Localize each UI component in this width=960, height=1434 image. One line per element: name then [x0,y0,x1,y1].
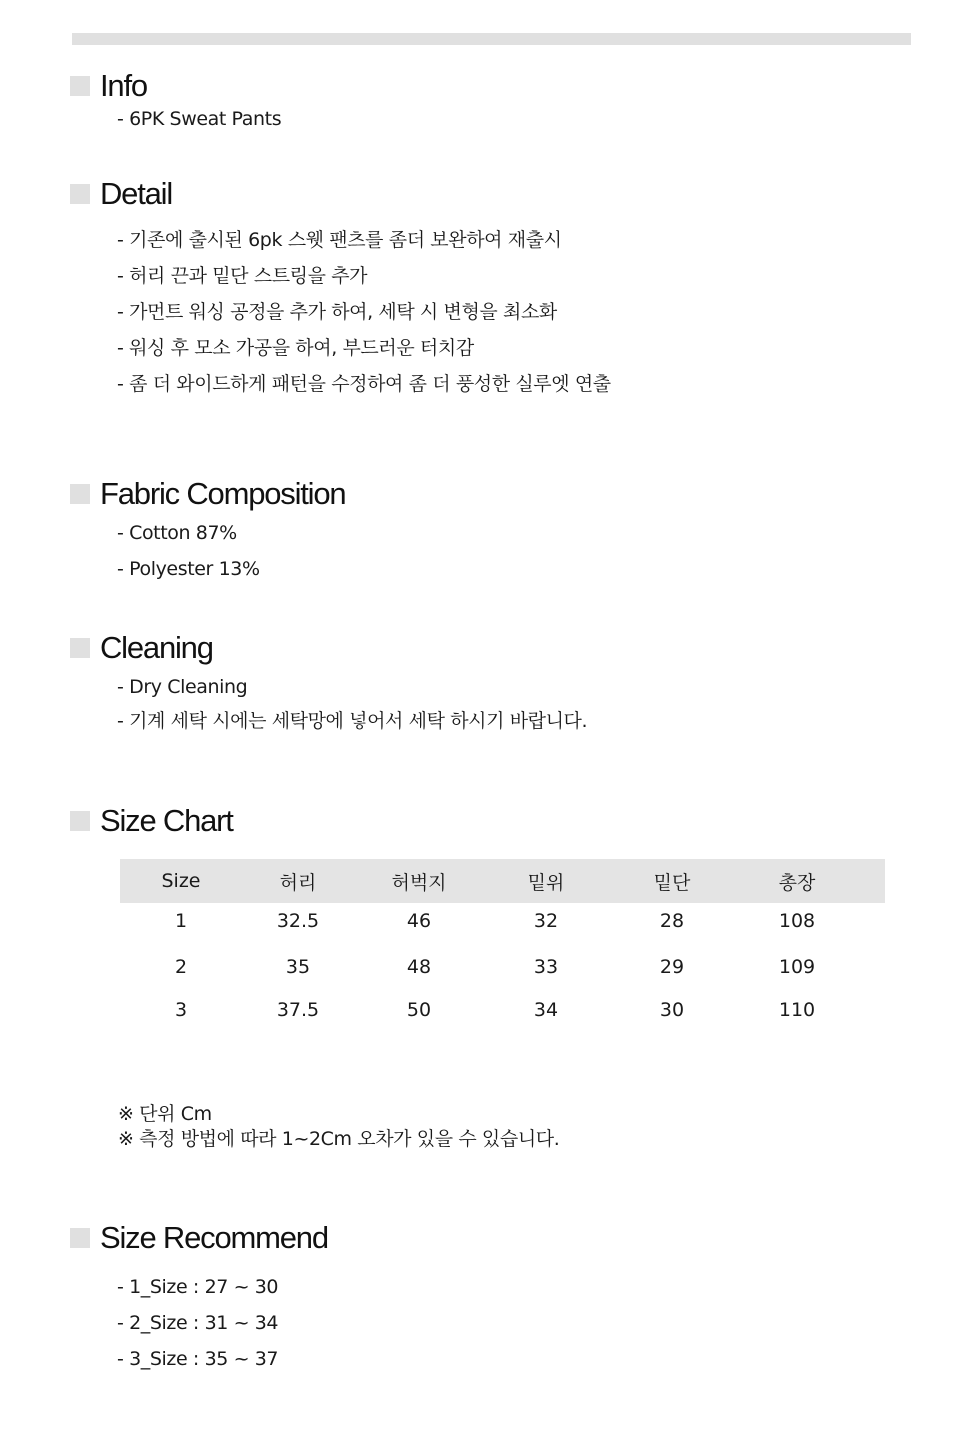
section-fabric [70,474,345,514]
table-cell: 32 [533,910,559,932]
section-title: Size Chart [100,803,233,838]
section-title: Cleaning [100,630,213,665]
table-cell: 50 [406,999,432,1021]
recommend-item: - 1_Size : 27 ~ 30 [117,1276,279,1298]
fabric-item: - Polyester 13% [117,558,260,580]
section-size-recommend [70,1218,328,1258]
table-cell: 109 [778,956,816,978]
table-cell: 30 [659,999,685,1021]
table-cell: 35 [285,956,311,978]
table-cell: 46 [406,910,432,932]
header-cell: 밑위 [527,871,565,894]
detail-item: - 가먼트 워싱 공정을 추가 하여, 세탁 시 변형을 최소화 [117,301,557,323]
table-cell: 29 [659,956,685,978]
info-item: - 6PK Sweat Pants [117,108,282,130]
section-detail [70,174,172,214]
table-cell: 28 [659,910,685,932]
section-marker [70,811,90,831]
section-title: Info [100,68,147,103]
measurement-note: ※ 측정 방법에 따라 1~2Cm 오차가 있을 수 있습니다. [118,1128,560,1150]
section-marker [70,76,90,96]
table-cell: 48 [406,956,432,978]
header-cell: 총장 [778,871,816,894]
section-size-chart [70,801,233,841]
section-cleaning [70,628,213,668]
section-marker [70,184,90,204]
table-header [120,859,885,903]
table-cell: 2 [174,956,188,978]
section-marker [70,484,90,504]
table-cell: 3 [174,999,188,1021]
recommend-item: - 2_Size : 31 ~ 34 [117,1312,279,1334]
top-divider [72,33,911,45]
section-title: Size Recommend [100,1220,328,1255]
header-cell: 밑단 [653,871,691,894]
fabric-item: - Cotton 87% [117,522,237,544]
size-table [120,859,885,1021]
section-info [70,66,147,106]
header-cell: 허벅지 [391,871,447,894]
table-cell: 37.5 [276,999,320,1021]
detail-item: - 좀 더 와이드하게 패턴을 수정하여 좀 더 풍성한 실루엣 연출 [117,373,611,395]
recommend-item: - 3_Size : 35 ~ 37 [117,1348,279,1370]
table-cell: 108 [778,910,816,932]
section-title: Detail [100,176,173,211]
section-marker [70,638,90,658]
table-cell: 1 [174,910,188,932]
section-marker [70,1228,90,1248]
cleaning-item: - 기계 세탁 시에는 세탁망에 넣어서 세탁 하시기 바랍니다. [117,710,588,732]
detail-item: - 허리 끈과 밑단 스트링을 추가 [117,265,368,287]
table-cell: 33 [533,956,559,978]
detail-item: - 워싱 후 모소 가공을 하여, 부드러운 터치감 [117,337,474,359]
unit-note: ※ 단위 Cm [118,1103,212,1125]
section-title: Fabric Composition [100,476,346,511]
table-cell: 110 [778,999,816,1021]
detail-item: - 기존에 출시된 6pk 스웻 팬츠를 좀더 보완하여 재출시 [117,229,562,251]
table-cell: 32.5 [276,910,320,932]
header-cell: Size [161,870,201,892]
table-cell: 34 [533,999,559,1021]
header-cell: 허리 [279,871,317,894]
cleaning-item: - Dry Cleaning [117,676,248,698]
